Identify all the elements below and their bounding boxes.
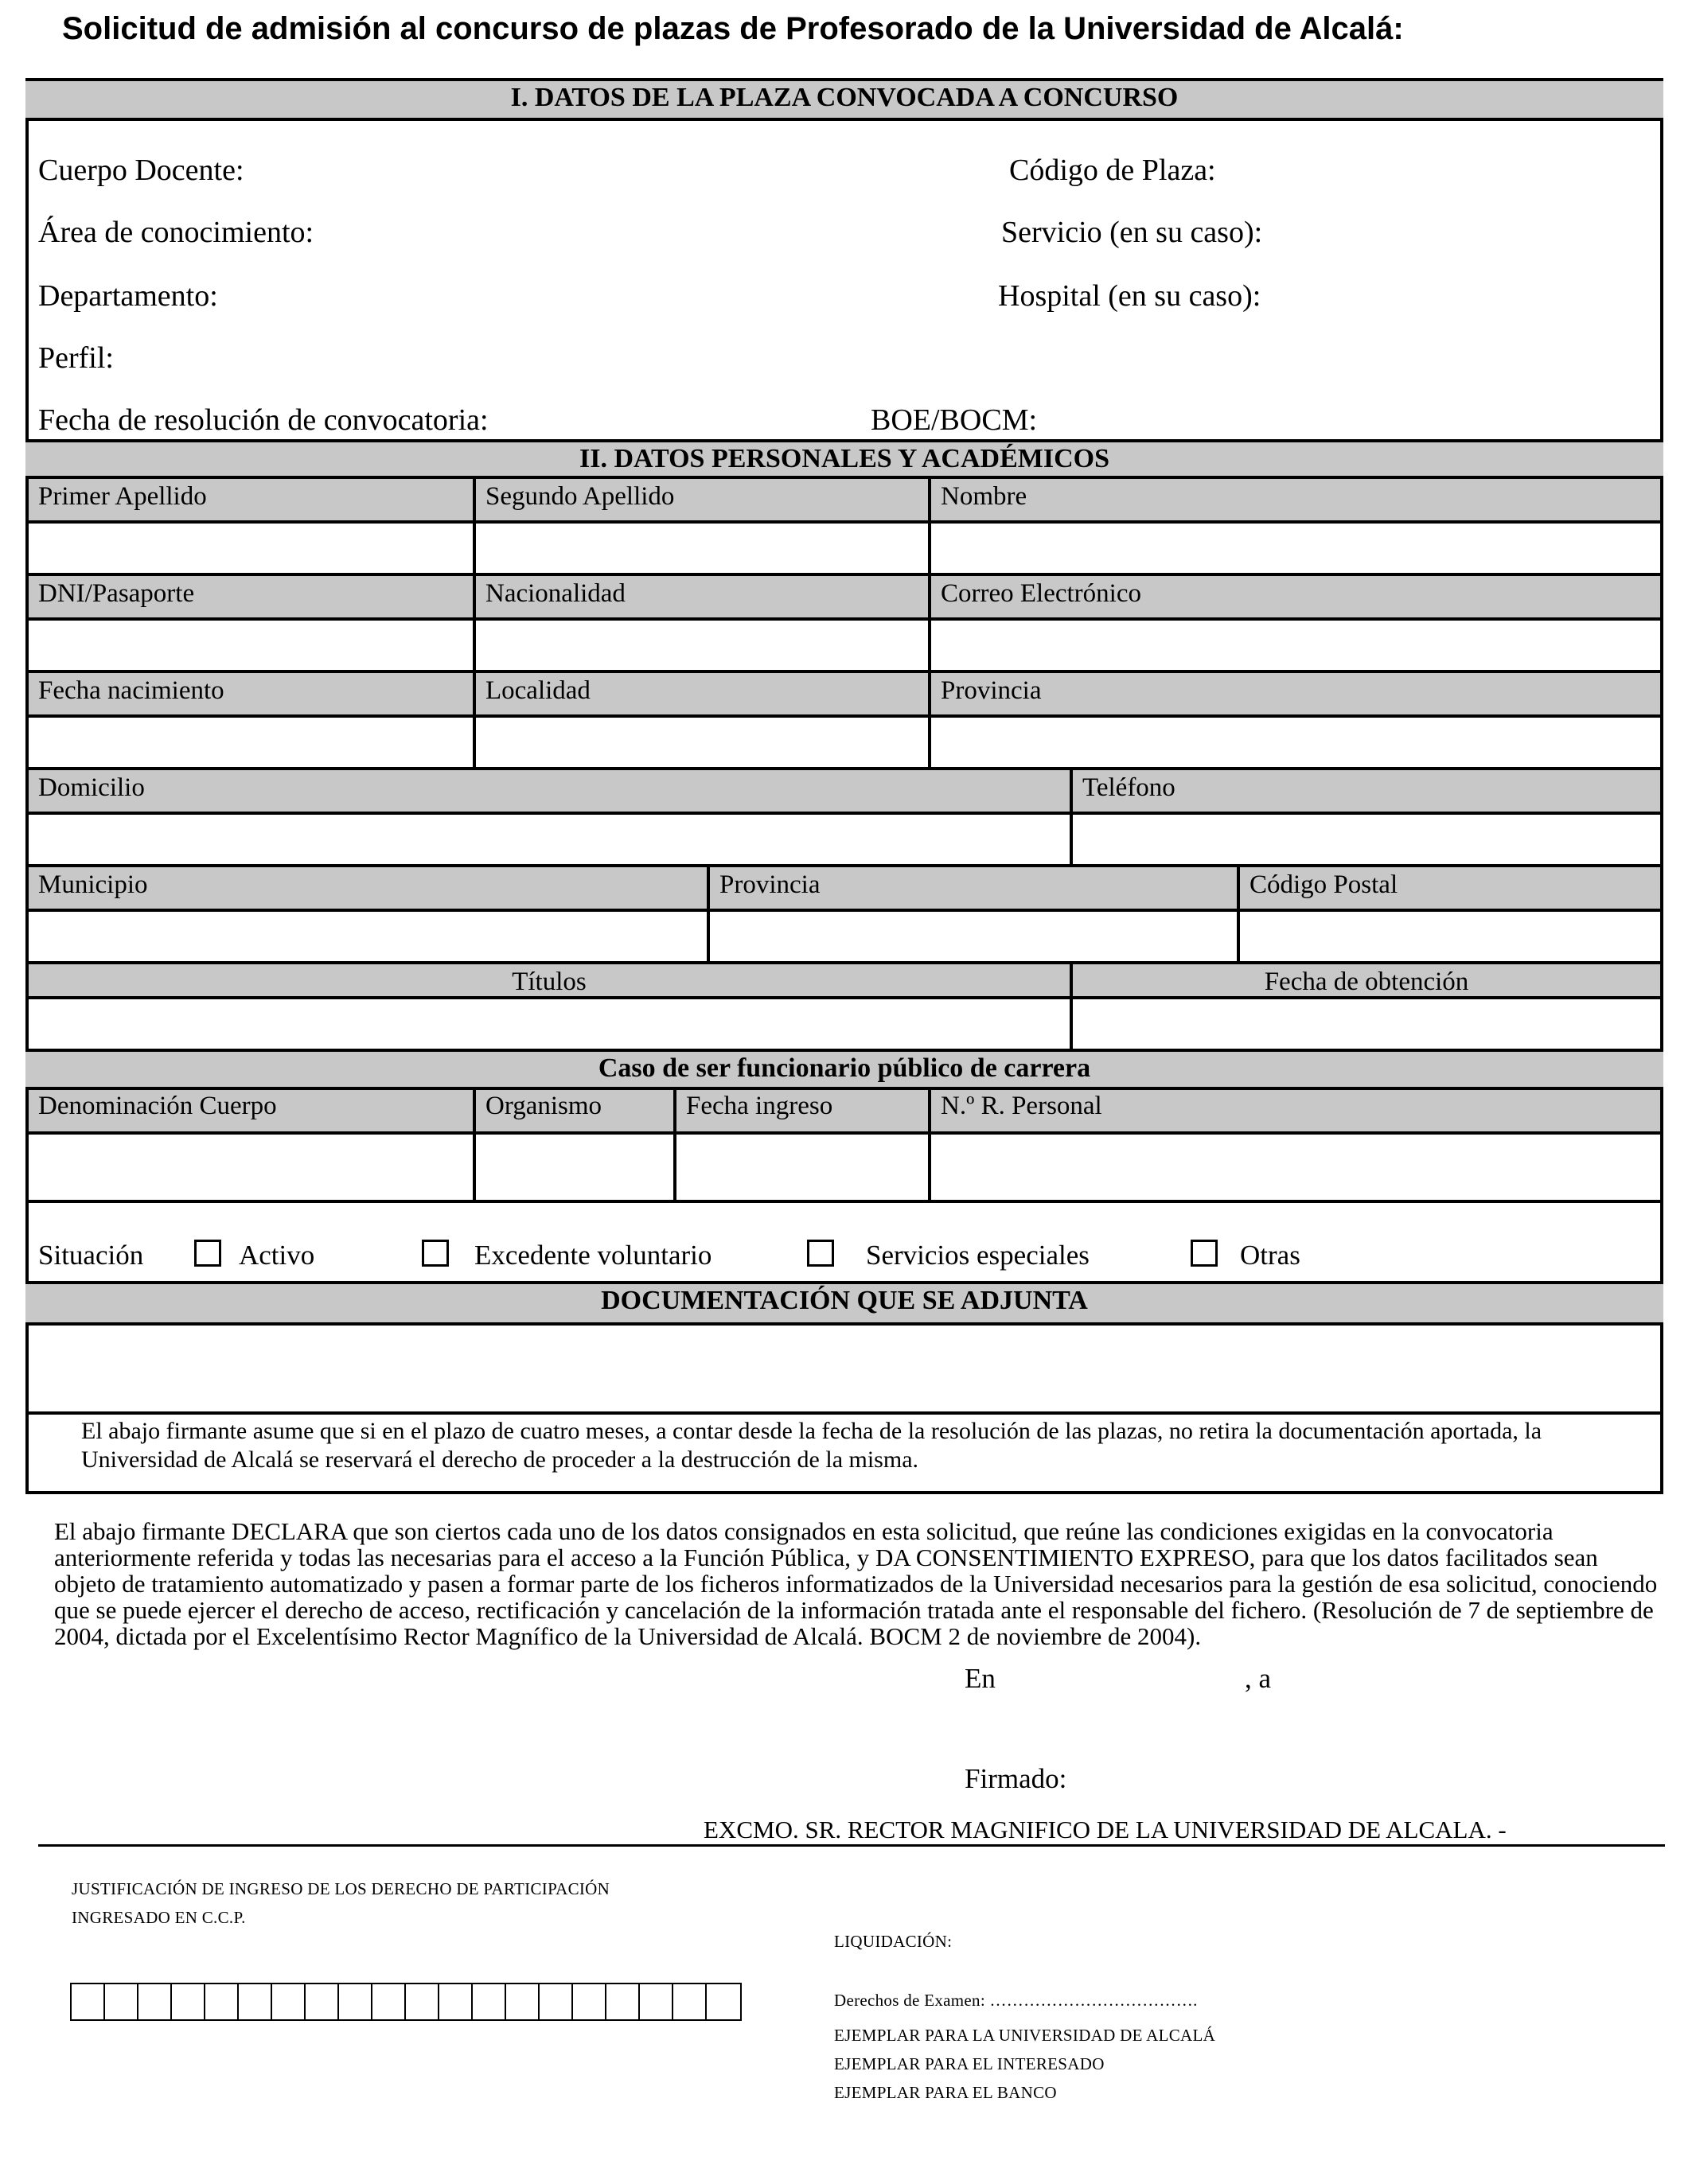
digit-box[interactable] (473, 1984, 506, 2019)
rule (928, 479, 931, 767)
header-primer-apellido: Primer Apellido (29, 479, 473, 520)
declaracion-line: anteriormente referida y todas las necesarias para el acceso a la Función Pública, y DA CONSENTIMIENTO EXPRESO, para que los datos facilitados sean (54, 1544, 1598, 1571)
rule (25, 812, 1663, 815)
header-nombre: Nombre (931, 479, 1660, 520)
label-perfil: Perfil: (38, 341, 114, 375)
justificacion-line-2: INGRESADO EN C.C.P. (72, 1908, 246, 1927)
header-segundo-apellido: Segundo Apellido (476, 479, 928, 520)
header-denominacion-cuerpo: Denominación Cuerpo (29, 1088, 473, 1131)
label-activo: Activo (239, 1240, 315, 1271)
header-dni: DNI/Pasaporte (29, 576, 473, 617)
digit-box[interactable] (205, 1984, 239, 2019)
checkbox-servicios-especiales[interactable] (807, 1240, 834, 1267)
note-line-1: El abajo firmante asume que si en el plazo de cuatro meses, a contar desde la fecha de la resolución de las plazas, no retira la documentación aportada, la (81, 1418, 1542, 1444)
note-line-2: Universidad de Alcalá se reservará el derecho de proceder a la destrucción de la misma. (81, 1446, 919, 1473)
header-fecha-nacimiento: Fecha nacimiento (29, 673, 473, 714)
label-rector: EXCMO. SR. RECTOR MAGNIFICO DE LA UNIVERSIDAD DE ALCALA. - (704, 1816, 1507, 1843)
rule (928, 1087, 931, 1200)
header-nacionalidad: Nacionalidad (476, 576, 928, 617)
rule (1070, 767, 1073, 864)
ccp-digit-boxes[interactable] (70, 1983, 742, 2021)
header-municipio: Municipio (29, 867, 707, 909)
digit-box[interactable] (138, 1984, 172, 2019)
digit-box[interactable] (506, 1984, 540, 2019)
rule (25, 1411, 1663, 1415)
digit-box[interactable] (673, 1984, 707, 2019)
section2-heading (25, 439, 1663, 479)
section1-heading-text: I. DATOS DE LA PLAZA CONVOCADA A CONCURSO (510, 83, 1179, 112)
rule (25, 714, 1663, 718)
header-telefono: Teléfono (1073, 770, 1660, 812)
rule (25, 909, 1663, 912)
declaracion-line: objeto de tratamiento automatizado y pasen a formar parte de los ficheros informatizados de la Universidad necesarios para la gestión de esa solicitud, conociendo (54, 1570, 1658, 1598)
label-codigo-plaza: Código de Plaza: (1009, 154, 1216, 187)
label-ejemplar-interesado: EJEMPLAR PARA EL INTERESADO (834, 2054, 1105, 2073)
digit-box[interactable] (72, 1984, 105, 2019)
label-a: , a (1245, 1663, 1272, 1694)
digit-box[interactable] (707, 1984, 740, 2019)
digit-box[interactable] (306, 1984, 339, 2019)
checkbox-otras[interactable] (1191, 1240, 1218, 1267)
header-provincia: Provincia (931, 673, 1660, 714)
label-excedente: Excedente voluntario (474, 1240, 712, 1271)
header-domicilio: Domicilio (29, 770, 1070, 812)
label-boe: BOE/BOCM: (871, 403, 1038, 437)
label-situacion: Situación (38, 1240, 144, 1271)
label-departamento: Departamento: (38, 279, 218, 313)
digit-box[interactable] (272, 1984, 306, 2019)
label-servicio: Servicio (en su caso): (1001, 216, 1263, 249)
label-hospital: Hospital (en su caso): (998, 279, 1261, 313)
digit-box[interactable] (105, 1984, 138, 2019)
header-nro-personal: N.º R. Personal (931, 1088, 1660, 1131)
section1-heading (25, 78, 1663, 121)
label-liquidacion: LIQUIDACIÓN: (834, 1932, 953, 1951)
rule (25, 617, 1663, 621)
rule (25, 1087, 1663, 1090)
declaracion-line: 2004, dictada por el Excelentísimo Rector Magnífico de la Universidad de Alcalá. BOCM 2 de noviembre de 2004). (54, 1622, 1202, 1650)
header-organismo: Organismo (476, 1088, 673, 1131)
form-title: Solicitud de admisión al concurso de plazas de Profesorado de la Universidad de Alcalá: (62, 11, 1404, 46)
digit-box[interactable] (339, 1984, 372, 2019)
digit-box[interactable] (573, 1984, 606, 2019)
documentacion-heading (25, 1281, 1663, 1326)
header-localidad: Localidad (476, 673, 928, 714)
rule (1070, 961, 1073, 1050)
documentacion-heading-text: DOCUMENTACIÓN QUE SE ADJUNTA (601, 1286, 1088, 1315)
label-otras: Otras (1240, 1240, 1300, 1271)
label-ejemplar-universidad: EJEMPLAR PARA LA UNIVERSIDAD DE ALCALÁ (834, 2026, 1216, 2045)
digit-box[interactable] (372, 1984, 406, 2019)
section2-heading-text: II. DATOS PERSONALES Y ACADÉMICOS (579, 444, 1109, 473)
rule (25, 520, 1663, 524)
declaracion-line: El abajo firmante DECLARA que son ciertos cada uno de los datos consignados en esta solicitud, que reúne las condiciones exigidas en la convocatoria (54, 1517, 1554, 1545)
label-area: Área de conocimiento: (38, 216, 314, 249)
digit-box[interactable] (406, 1984, 439, 2019)
funcionario-heading-text: Caso de ser funcionario público de carrera (598, 1053, 1091, 1083)
checkbox-activo[interactable] (194, 1240, 221, 1267)
header-titulos: Títulos (29, 964, 1070, 996)
header-provincia-2: Provincia (710, 867, 1237, 909)
funcionario-heading (25, 1049, 1663, 1088)
rule (673, 1087, 676, 1200)
digit-box[interactable] (606, 1984, 640, 2019)
digit-box[interactable] (540, 1984, 573, 2019)
signature-rule (38, 1844, 1665, 1847)
declaracion-line: que se puede ejercer el derecho de acceso, rectificación y cancelación de la información tratada ante el responsable del fichero. (Resolución de 7 de septiembre de (54, 1596, 1654, 1624)
header-fecha-obtencion: Fecha de obtención (1073, 964, 1660, 996)
label-ejemplar-banco: EJEMPLAR PARA EL BANCO (834, 2083, 1057, 2102)
rule (473, 479, 476, 767)
checkbox-excedente[interactable] (422, 1240, 449, 1267)
digit-box[interactable] (439, 1984, 473, 2019)
rule (25, 1200, 1663, 1203)
label-en: En (965, 1663, 996, 1694)
rule (707, 864, 710, 961)
digit-box[interactable] (640, 1984, 673, 2019)
rule (25, 996, 1663, 999)
justificacion-line-1: JUSTIFICACIÓN DE INGRESO DE LOS DERECHO DE PARTICIPACIÓN (72, 1879, 610, 1898)
header-fecha-ingreso: Fecha ingreso (676, 1088, 928, 1131)
rule (25, 1131, 1663, 1135)
label-firmado: Firmado: (965, 1763, 1067, 1794)
label-derechos-examen: Derechos de Examen: ………………………………. (834, 1991, 1198, 2010)
digit-box[interactable] (172, 1984, 205, 2019)
rule (473, 1087, 476, 1200)
header-codigo-postal: Código Postal (1240, 867, 1660, 909)
label-cuerpo-docente: Cuerpo Docente: (38, 154, 244, 187)
header-correo: Correo Electrónico (931, 576, 1660, 617)
label-fecha-resolucion: Fecha de resolución de convocatoria: (38, 403, 489, 437)
digit-box[interactable] (239, 1984, 272, 2019)
label-servicios-especiales: Servicios especiales (866, 1240, 1090, 1271)
rule (1237, 864, 1240, 961)
declaracion-text (54, 1518, 1678, 1649)
